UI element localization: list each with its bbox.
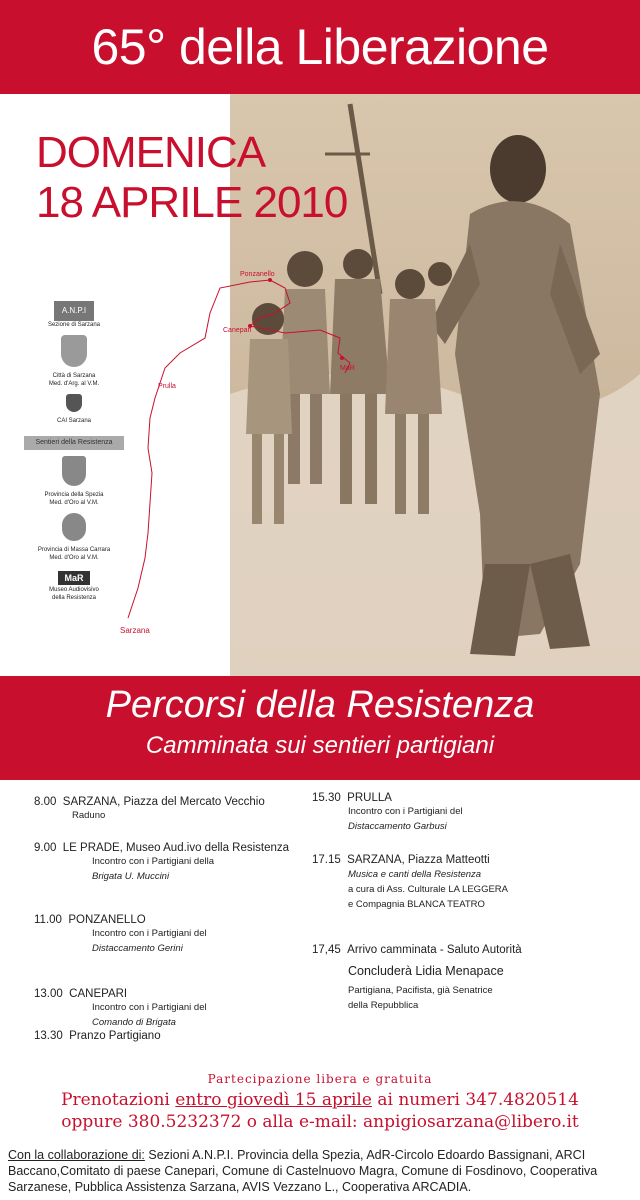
credits-lead: Con la collaborazione di: (8, 1148, 145, 1162)
program-item (34, 842, 289, 884)
label-prulla: Prulla (158, 383, 176, 390)
program-item (34, 914, 207, 956)
header-banner (0, 0, 640, 94)
date-weekday: DOMENICA (36, 128, 266, 177)
free-participation: Partecipazione libera e gratuita (207, 1072, 433, 1086)
item-detail: e Compagnia BLANCA TEATRO (348, 899, 485, 910)
massa-carrara-crest-icon (62, 513, 86, 541)
logo-caption: Città di Sarzana (52, 373, 96, 379)
cai-crest-icon (66, 394, 82, 412)
item-place: Arrivo camminata - Saluto Autorità (347, 944, 522, 956)
label-mar: MaR (340, 365, 355, 372)
item-detail: Raduno (72, 810, 106, 821)
program-item (312, 792, 463, 834)
sarzana-crest-icon (61, 335, 87, 367)
program-item (312, 854, 508, 912)
item-time: 8.00 (34, 796, 57, 808)
item-time: 15.30 (312, 792, 341, 804)
item-place: LE PRADE, Museo Aud.ivo della Resistenza (62, 842, 290, 854)
logo-caption: Med. d'Oro al V.M. (49, 555, 99, 561)
item-detail: Incontro con i Partigiani del (348, 806, 463, 817)
item-place: PONZANELLO (68, 914, 146, 926)
logo-caption: Provincia di Massa Carrara (37, 547, 111, 553)
event-subtitle: Camminata sui sentieri partigiani (145, 732, 495, 759)
booking-phone: ai numeri 347.4820514 (377, 1090, 579, 1110)
logo-caption: Provincia della Spezia (44, 492, 104, 498)
program-item (34, 988, 207, 1030)
item-place: PRULLA (347, 792, 392, 804)
item-detail: Incontro con i Partigiani del (92, 928, 207, 939)
logo-caption: della Resistenza (51, 595, 97, 601)
mar-marker (340, 356, 344, 360)
label-sarzana: Sarzana (120, 626, 150, 635)
item-time: 13.00 (34, 988, 63, 1000)
credits-text: Sezioni A.N.P.I. Provincia della Spezia, AdR-Circolo Edoardo Bassignani, ARCI Baccano,Comitato di paese Canepari, Comune di Castelnuovo Magra, Comune di Fosdinovo, Cooperativa Sarzanese, Pubblica Assistenza Sarzana, AVIS Vezzano L., Cooperativa ARCADIA. (8, 1148, 598, 1194)
item-time: 17,45 (312, 944, 341, 956)
item-detail: della Repubblica (348, 1000, 419, 1011)
contact-line: oppure 380.5232372 o alla e-mail: anpigiosarzana@libero.it (61, 1112, 579, 1132)
logo-caption: Med. d'Arg. al V.M. (48, 381, 100, 387)
booking-deadline: entro giovedì 15 aprile (175, 1090, 372, 1110)
item-detail: Comando di Brigata (92, 1017, 176, 1028)
item-place: SARZANA, Piazza Matteotti (347, 854, 490, 866)
item-detail: Distaccamento Garbusi (348, 821, 447, 832)
item-detail: Brigata U. Muccini (92, 871, 170, 882)
logo-caption: Sezione di Sarzana (47, 322, 101, 328)
program-item (34, 1030, 161, 1042)
date-day: 18 APRILE 2010 (36, 178, 348, 227)
event-title: Percorsi della Resistenza (105, 684, 535, 726)
item-detail: a cura di Ass. Culturale LA LEGGERA (348, 884, 508, 895)
item-time: 11.00 (34, 914, 62, 926)
booking-line (0, 1090, 640, 1110)
anpi-emblem: A.N.P.I (54, 301, 94, 321)
item-detail: Partigiana, Pacifista, già Senatrice (348, 985, 493, 996)
logo-sentieri (14, 431, 134, 450)
ponzanello-marker (268, 278, 272, 282)
event-banner (0, 676, 640, 780)
logo-sarzana (14, 335, 134, 388)
item-place: CANEPARI (69, 988, 128, 1000)
logo-anpi (14, 300, 134, 329)
item-time: 9.00 (34, 842, 57, 854)
route-map (110, 258, 360, 638)
page-title: 65° della Liberazione (91, 19, 549, 75)
item-detail: Incontro con i Partigiani della (92, 856, 214, 867)
logo-mar (14, 568, 134, 602)
credits (8, 1147, 636, 1195)
spezia-crest-icon (62, 456, 86, 486)
item-time: 13.30 (34, 1030, 63, 1042)
logo-caption: Med. d'Oro al V.M. (49, 500, 99, 506)
item-detail: Musica e canti della Resistenza (348, 869, 482, 880)
logo-cai (14, 394, 134, 425)
program-item (312, 944, 522, 1013)
label-canepari: Canepari (223, 327, 252, 334)
mar-logo-icon: MaR (58, 571, 90, 585)
program-schedule (0, 792, 640, 1062)
logo-caption: Museo Audiovisivo (49, 587, 99, 593)
partner-logos (14, 300, 134, 608)
item-detail: Distaccamento Gerini (92, 943, 183, 954)
program-item (34, 796, 265, 823)
booking-info (0, 1072, 640, 1132)
item-detail: Incontro con i Partigiani del (92, 1002, 207, 1013)
item-time: 17.15 (312, 854, 341, 866)
sentieri-banner: Sentieri della Resistenza (24, 436, 124, 450)
event-date (36, 128, 347, 228)
logo-caption: CAI Sarzana (56, 418, 92, 424)
item-detail: Concluderà Lidia Menapace (348, 964, 504, 978)
booking-label: Prenotazioni (61, 1090, 170, 1110)
item-place: SARZANA, Piazza del Mercato Vecchio (62, 796, 265, 808)
item-place: Pranzo Partigiano (69, 1030, 161, 1042)
logo-massa-carrara (14, 513, 134, 562)
logo-provincia-spezia (14, 456, 134, 507)
label-ponzanello: Ponzanello (240, 271, 275, 278)
